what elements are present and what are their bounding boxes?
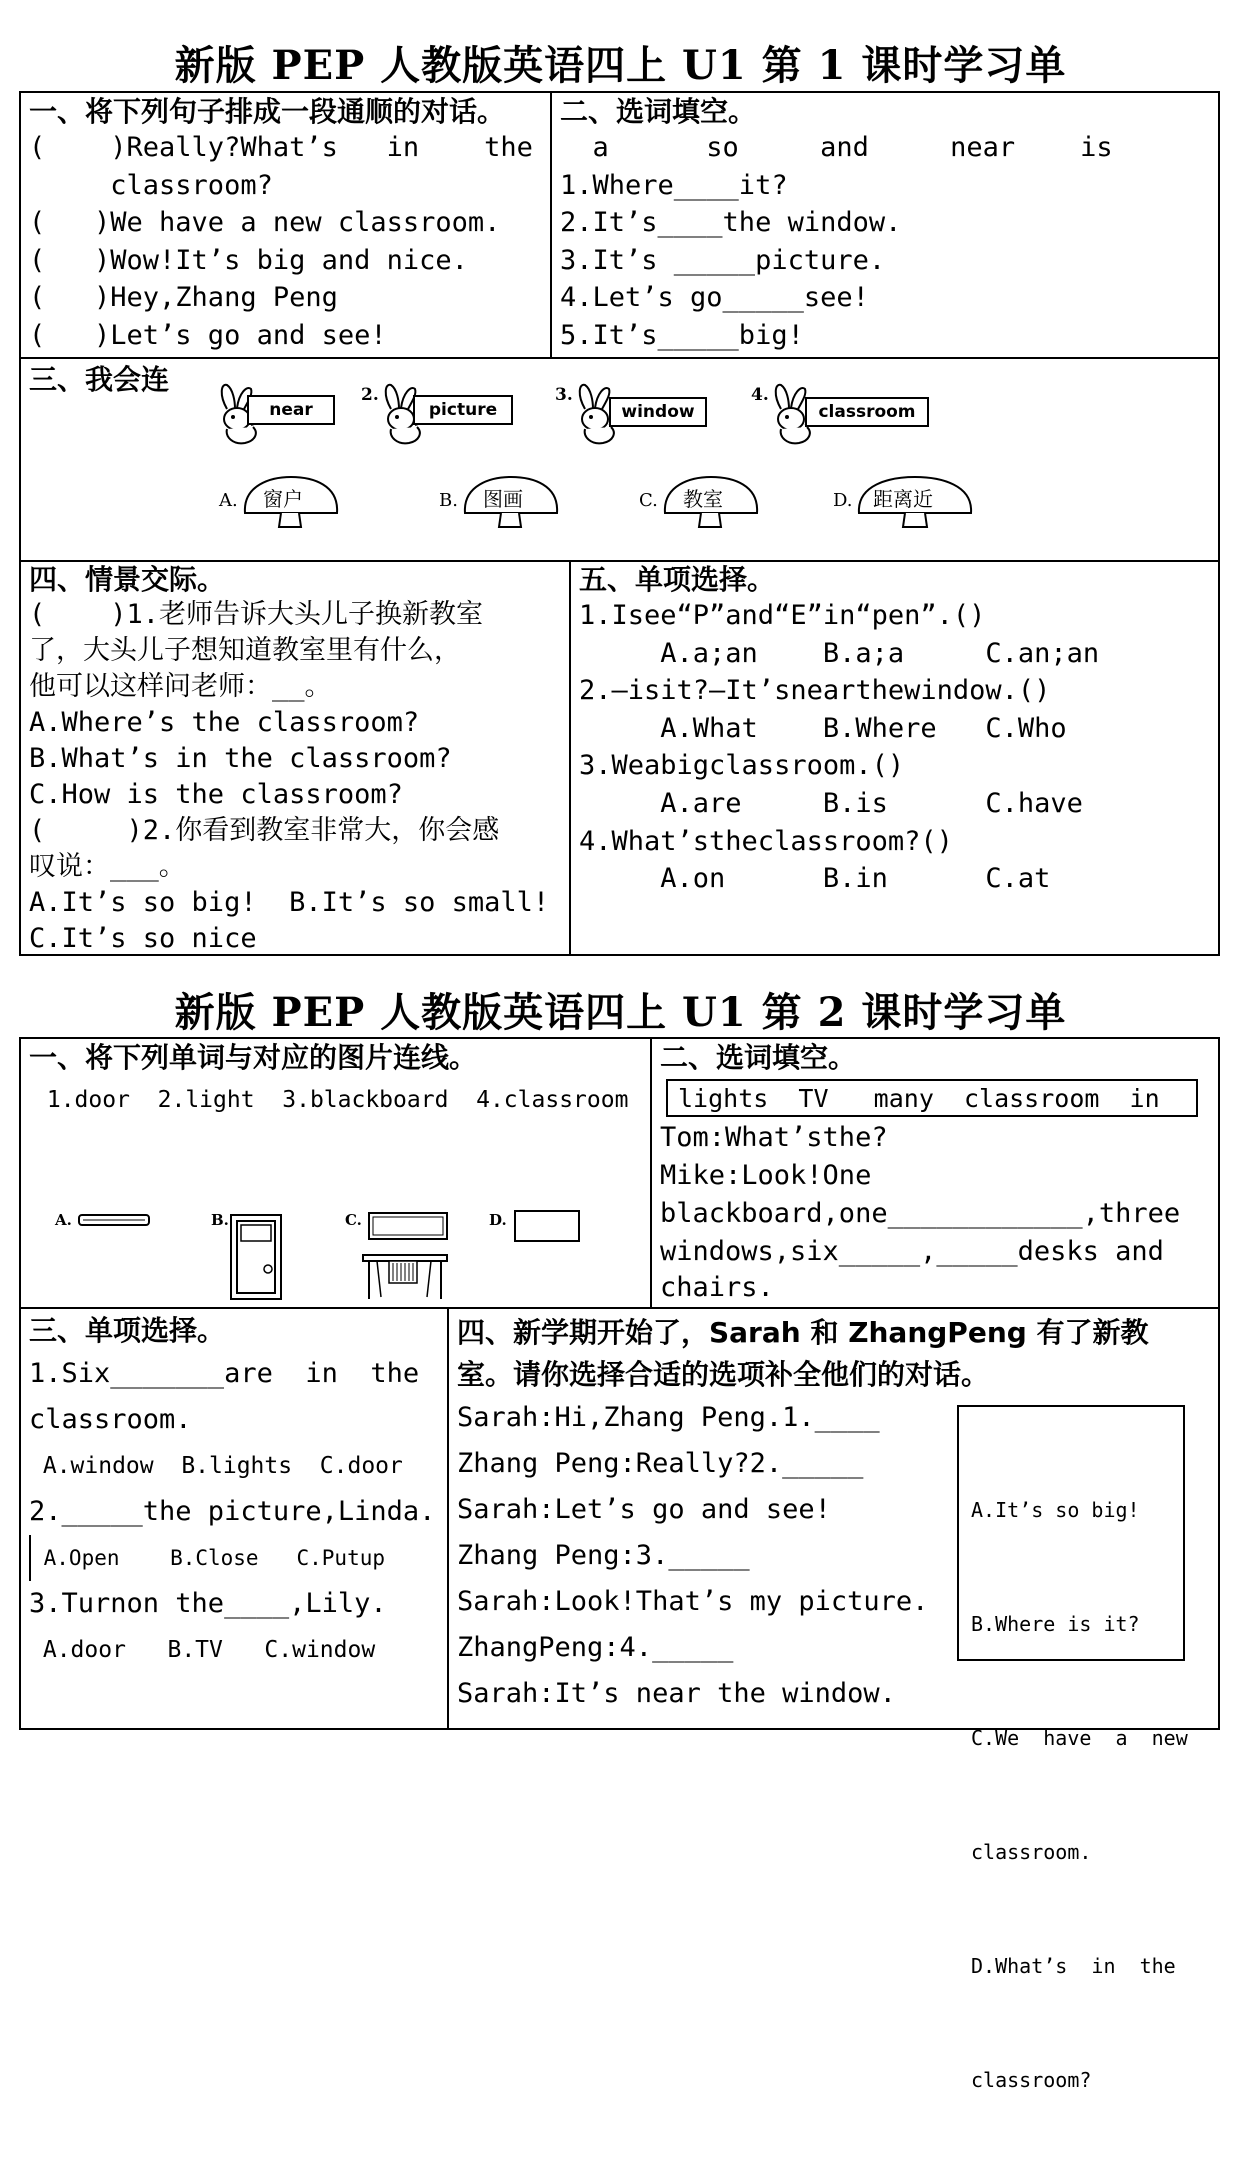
option-label: 窗户 [263, 487, 303, 511]
lesson2-title: 新版 PEP 人教版英语四上 U1 第 2 课时学习单 [174, 989, 1067, 1036]
dialogue-line: Sarah:Look!That’s my picture. [457, 1586, 929, 1617]
fill-line: 4.Let’s go_____see! [560, 282, 869, 314]
word-list: 1.door 2.light 3.blackboard 4.classroom [33, 1087, 629, 1113]
option-label: 教室 [683, 487, 723, 511]
divider [21, 560, 1218, 562]
choice-line: 1.Isee“P”and“E”in“pen”.() [579, 600, 986, 631]
dialogue-line: Zhang Peng:Really?2._____ [457, 1448, 864, 1479]
door-icon [227, 1211, 287, 1301]
dialogue-line: ( )Really?What’s in the [29, 132, 533, 163]
option-line: C.It’s so nice [29, 923, 257, 954]
fill-line: 5.It’s_____big! [560, 319, 804, 351]
section-heading: 室。请你选择合适的选项补全他们的对话。 [457, 1358, 990, 1391]
question-line: ( )2.你看到教室非常大，你会感 [29, 815, 500, 846]
choice-line: A.door B.TV C.window [29, 1637, 376, 1663]
option-line: C.How is the classroom? [29, 779, 403, 810]
dialogue-line: Sarah:Hi,Zhang Peng.1.____ [457, 1402, 880, 1433]
rabbit-word-card-2 [361, 381, 531, 451]
passage-line: Mike:Look!One [660, 1160, 872, 1191]
section-heading: 三、我会连 [29, 363, 170, 396]
dialogue-line: ( )Hey,Zhang Peng [29, 282, 338, 314]
dialogue-line: ( )We have a new classroom. [29, 207, 501, 239]
divider [550, 93, 552, 357]
item-number: 2. [361, 385, 379, 405]
option-label: 距离近 [873, 487, 933, 511]
choice-line: 1.Six_______are in the [29, 1358, 420, 1389]
dialogue-line: classroom? [29, 169, 273, 201]
l1-section-1 [29, 95, 549, 357]
option-line: B.What’s in the classroom? [29, 743, 452, 774]
choice-line: A.a;an B.a;a C.an;an [579, 637, 1100, 669]
dialogue-line: ZhangPeng:4._____ [457, 1632, 734, 1663]
passage-line: blackboard,one____________,three [660, 1198, 1181, 1229]
option-item: C.We have a new [971, 1726, 1188, 1750]
light-tube-icon [75, 1211, 155, 1231]
choice-line: A.window B.lights C.door [29, 1453, 403, 1479]
rabbit-word-card-3 [555, 381, 725, 451]
mushroom-option-b [439, 475, 579, 531]
choice-line: A.on B.in C.at [579, 863, 1051, 895]
option-item: classroom. [971, 1840, 1092, 1864]
dialogue-line: Zhang Peng:3._____ [457, 1540, 750, 1571]
choice-line: 2.—isit?—It’snearthewindow.() [579, 675, 1051, 707]
rabbit-word-card-1 [201, 381, 371, 451]
section-heading: 二、选词填空。 [560, 95, 757, 128]
passage-line: chairs. [660, 1272, 774, 1303]
word-bank: lights TV many classroom in [678, 1084, 1160, 1113]
section-heading: 一、将下列句子排成一段通顺的对话。 [29, 95, 506, 128]
word-card: picture [413, 395, 513, 425]
passage-line: windows,six_____,_____desks and [660, 1236, 1164, 1267]
option-item: B.Where is it? [971, 1612, 1140, 1636]
word-bank: a so and near is [560, 132, 1113, 163]
pic-letter: B. [211, 1211, 229, 1229]
section-heading: 五、单项选择。 [579, 563, 776, 596]
divider [21, 1307, 1218, 1309]
question-line: ( )1.老师告诉大头儿子换新教室 [29, 599, 484, 630]
dialogue-line: ( )Wow!It’s big and nice. [29, 244, 468, 276]
option-label: 图画 [483, 487, 523, 511]
question-line: 叹说：___。 [29, 851, 186, 882]
section-heading: 一、将下列单词与对应的图片连线。 [29, 1041, 478, 1074]
choice-line: 2._____the picture,Linda. [29, 1496, 436, 1527]
l2-section-3 [29, 1311, 445, 1728]
mushroom-option-d [833, 475, 993, 531]
word-card: window [609, 397, 707, 427]
choice-line: A.are B.is C.have [579, 787, 1083, 819]
lesson1-title: 新版 PEP 人教版英语四上 U1 第 1 课时学习单 [174, 42, 1067, 89]
l1-section-2 [560, 95, 1220, 357]
choice-line: 4.What’stheclassroom?() [579, 825, 953, 857]
fill-line: 3.It’s _____picture. [560, 244, 886, 276]
fill-line: 1.Where____it? [560, 169, 788, 201]
section-heading: 四、新学期开始了，Sarah 和 ZhangPeng 有了新教 [457, 1316, 1149, 1349]
word-card: near [247, 395, 335, 425]
section-heading: 三、单项选择。 [29, 1314, 226, 1347]
option-list [971, 1415, 1188, 2175]
pic-letter: A. [55, 1211, 72, 1229]
lesson1-table [19, 91, 1220, 956]
mushroom-option-a [219, 475, 359, 531]
pic-letter: C. [345, 1211, 362, 1229]
choice-line: A.Open B.Close C.Putup [29, 1535, 445, 1581]
dialogue-line: ( )Let’s go and see! [29, 319, 387, 351]
option-line: A.Where’s the classroom? [29, 707, 420, 738]
options-box [957, 1405, 1188, 2092]
classroom-icon [359, 1211, 459, 1303]
item-number: 3. [555, 385, 573, 405]
pic-letter: D. [489, 1211, 507, 1229]
word-bank-box [666, 1079, 1198, 1117]
l2-section-1 [29, 1041, 647, 1305]
blackboard-icon [513, 1209, 583, 1245]
l2-section-4 [457, 1311, 1221, 2092]
option-item: classroom? [971, 2068, 1092, 2092]
option-item: D.What’s in the [971, 1954, 1176, 1978]
word-card: classroom [805, 397, 929, 427]
choice-line: A.What B.Where C.Who [579, 712, 1067, 744]
item-number: 4. [751, 385, 769, 405]
question-line: 了，大头儿子想知道教室里有什么， [29, 635, 461, 666]
mushroom-option-c [639, 475, 779, 531]
choice-line: classroom. [29, 1404, 192, 1435]
divider [650, 1039, 652, 1307]
choice-line: 3.Weabigclassroom.() [579, 750, 905, 782]
section-heading: 二、选词填空。 [660, 1041, 857, 1074]
option-letter: C. [639, 490, 658, 511]
l1-section-4 [29, 563, 567, 955]
l1-section-3 [21, 359, 1218, 559]
dialogue-line: Sarah:It’s near the window. [457, 1678, 896, 1709]
l1-section-5 [579, 563, 1219, 955]
option-line: A.It’s so big! B.It’s so small! [29, 887, 550, 918]
option-letter: D. [833, 490, 853, 511]
divider [447, 1307, 449, 1728]
lesson2-table [19, 1037, 1220, 2092]
section-heading: 四、情景交际。 [29, 563, 226, 596]
option-item: A.It’s so big! [971, 1498, 1140, 1522]
passage-line: Tom:What’sthe? [660, 1122, 888, 1153]
l2-section-2 [660, 1041, 1220, 1305]
option-letter: B. [439, 490, 458, 511]
fill-line: 2.It’s____the window. [560, 207, 902, 239]
option-letter: A. [219, 490, 238, 511]
question-line: 他可以这样问老师：__。 [29, 671, 332, 702]
divider [569, 560, 571, 954]
rabbit-word-card-4 [751, 381, 951, 451]
choice-line: 3.Turnon the____,Lily. [29, 1588, 387, 1619]
dialogue-line: Sarah:Let’s go and see! [457, 1494, 831, 1525]
